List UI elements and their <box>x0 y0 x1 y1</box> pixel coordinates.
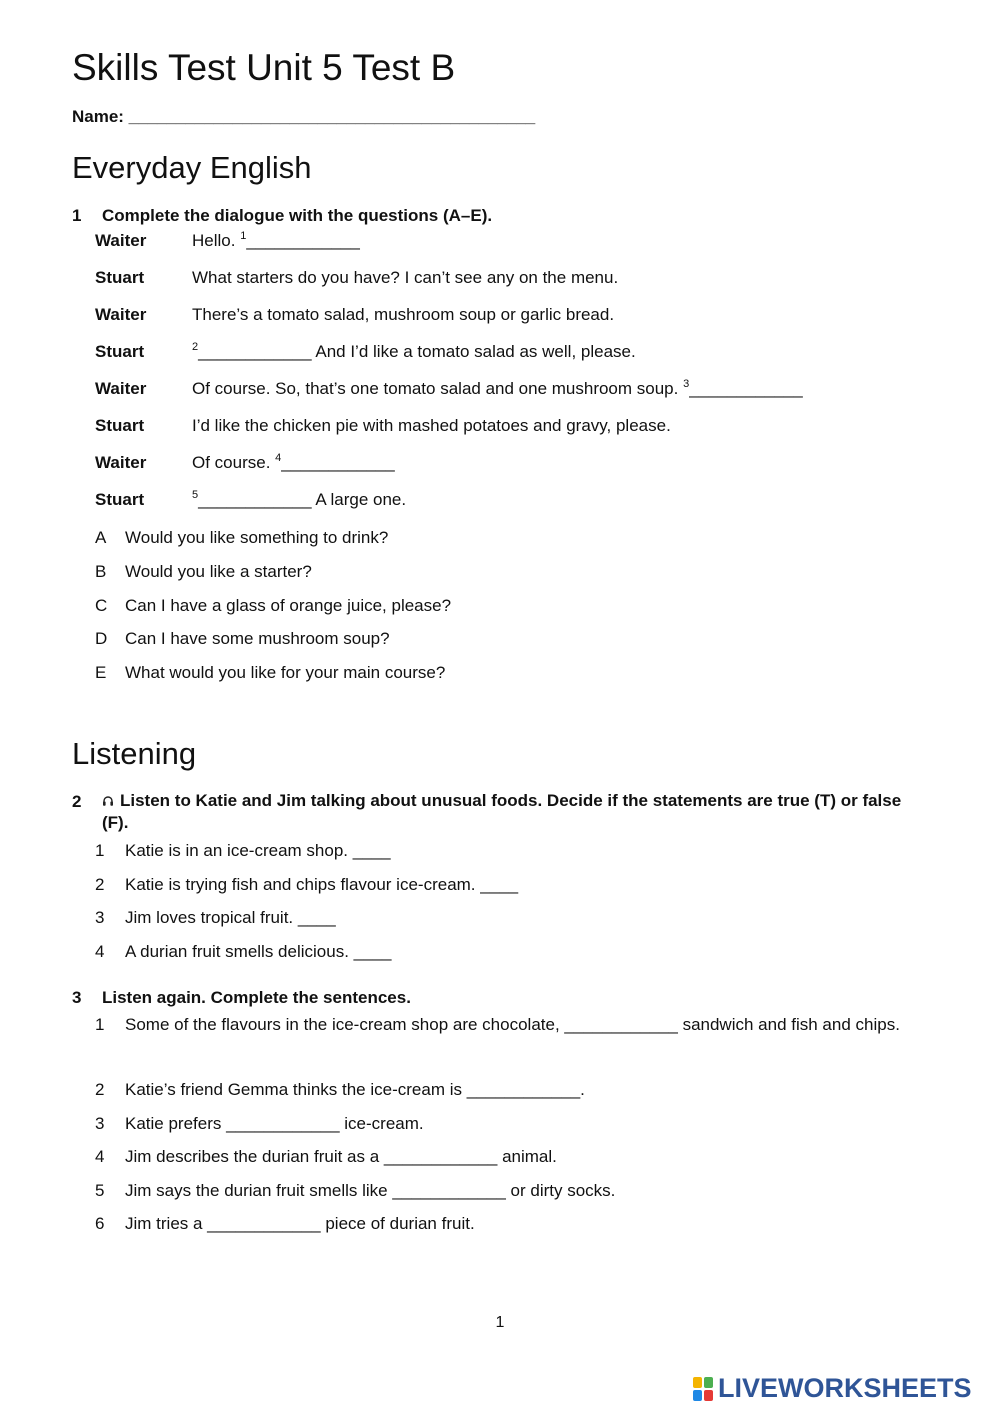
option-letter: D <box>95 629 108 648</box>
dialogue-text: I’d like the chicken pie with mashed potatoes and gravy, please. <box>192 416 671 435</box>
dialogue-speaker: Stuart <box>95 490 145 509</box>
item-number: 4 <box>95 942 105 961</box>
dialogue-speaker: Waiter <box>95 379 147 398</box>
dialogue-gap-text: ____________ And I’d like a tomato salad as well, please. <box>198 342 636 361</box>
sentence-to-complete: Jim says the durian fruit smells like ____________ or dirty socks. <box>125 1181 616 1200</box>
item-number: 5 <box>95 1181 105 1200</box>
sentence-to-complete: Some of the flavours in the ice-cream shop are chocolate, ____________ sandwich and fish and chips. <box>125 1015 900 1034</box>
option-text: Would you like something to drink? <box>125 528 389 547</box>
option-letter: C <box>95 596 108 615</box>
option-letter: B <box>95 562 107 581</box>
gap-number: 1 <box>240 230 247 242</box>
sentence-to-complete: Jim tries a ____________ piece of durian fruit. <box>125 1214 475 1233</box>
item-number: 3 <box>95 1114 105 1133</box>
dialogue-gap-text: ____________ <box>689 379 803 398</box>
true-false-statement: Jim loves tropical fruit. ____ <box>125 908 336 927</box>
headphones-icon <box>102 795 114 807</box>
dialogue-text: There’s a tomato salad, mushroom soup or garlic bread. <box>192 305 615 324</box>
brand-mark-tile <box>693 1377 702 1388</box>
dialogue-line <box>192 304 614 326</box>
dialogue-line <box>192 230 360 252</box>
question-instruction: Complete the dialogue with the questions (A–E). <box>102 206 493 225</box>
brand-name: LIVEWORKSHEETS <box>718 1373 972 1403</box>
item-number: 3 <box>95 908 105 927</box>
brand-mark-tile <box>704 1390 713 1401</box>
brand-mark-tile <box>704 1377 713 1388</box>
gap-number: 2 <box>192 341 199 353</box>
dialogue-speaker: Waiter <box>95 453 147 472</box>
question-number: 1 <box>72 206 82 225</box>
option-text: Can I have some mushroom soup? <box>125 629 390 648</box>
question-instruction: Listen to Katie and Jim talking about unusual foods. Decide if the statements are true (T) or false (F). <box>102 791 902 832</box>
question-instruction: Listen again. Complete the sentences. <box>102 988 411 1007</box>
section-heading-everyday-english: Everyday English <box>72 150 312 185</box>
brand-mark-icon <box>692 1376 714 1402</box>
dialogue-speaker: Stuart <box>95 416 145 435</box>
dialogue-gap-text: ____________ <box>246 231 360 250</box>
gap-number: 3 <box>683 378 690 390</box>
item-number: 6 <box>95 1214 105 1233</box>
option-text: What would you like for your main course? <box>125 663 446 682</box>
page-number: 1 <box>495 1314 505 1331</box>
dialogue-gap-text: ____________ A large one. <box>198 490 407 509</box>
dialogue-speaker: Waiter <box>95 305 147 324</box>
brand-mark-tile <box>693 1390 702 1401</box>
dialogue-line <box>192 452 395 474</box>
dialogue-text: Of course. <box>192 453 276 472</box>
dialogue-speaker: Waiter <box>95 231 147 250</box>
dialogue-speaker: Stuart <box>95 342 145 361</box>
name-field-line: Name: ___________________________________________ <box>72 107 536 126</box>
item-number: 1 <box>95 841 105 860</box>
page-title: Skills Test Unit 5 Test B <box>72 47 456 88</box>
dialogue-line <box>192 267 618 289</box>
item-number: 1 <box>95 1015 105 1034</box>
sentence-to-complete: Katie prefers ____________ ice-cream. <box>125 1114 424 1133</box>
section-heading-listening: Listening <box>72 736 197 771</box>
dialogue-speaker: Stuart <box>95 268 145 287</box>
item-number: 2 <box>95 875 105 894</box>
sentence-to-complete: Katie’s friend Gemma thinks the ice-cream is ____________. <box>125 1080 585 1099</box>
dialogue-text: What starters do you have? I can’t see any on the menu. <box>192 268 619 287</box>
dialogue-text: Hello. <box>192 231 241 250</box>
gap-number: 5 <box>192 489 199 501</box>
sentence-to-complete: Jim describes the durian fruit as a ____________ animal. <box>125 1147 557 1166</box>
dialogue-line <box>192 341 636 363</box>
option-text: Can I have a glass of orange juice, please? <box>125 596 452 615</box>
gap-number: 4 <box>275 452 282 464</box>
option-text: Would you like a starter? <box>125 562 312 581</box>
dialogue-text: Of course. So, that’s one tomato salad and one mushroom soup. <box>192 379 684 398</box>
option-letter: E <box>95 663 107 682</box>
question-number: 3 <box>72 988 82 1007</box>
question-number: 2 <box>72 792 82 811</box>
true-false-statement: Katie is trying fish and chips flavour ice-cream. ____ <box>125 875 519 894</box>
item-number: 4 <box>95 1147 105 1166</box>
dialogue-line <box>192 415 671 437</box>
true-false-statement: Katie is in an ice-cream shop. ____ <box>125 841 391 860</box>
dialogue-line <box>192 489 406 511</box>
dialogue-line <box>192 378 803 400</box>
option-letter: A <box>95 528 107 547</box>
true-false-statement: A durian fruit smells delicious. ____ <box>125 942 392 961</box>
liveworksheets-logo <box>692 1373 972 1404</box>
dialogue-gap-text: ____________ <box>281 453 395 472</box>
item-number: 2 <box>95 1080 105 1099</box>
